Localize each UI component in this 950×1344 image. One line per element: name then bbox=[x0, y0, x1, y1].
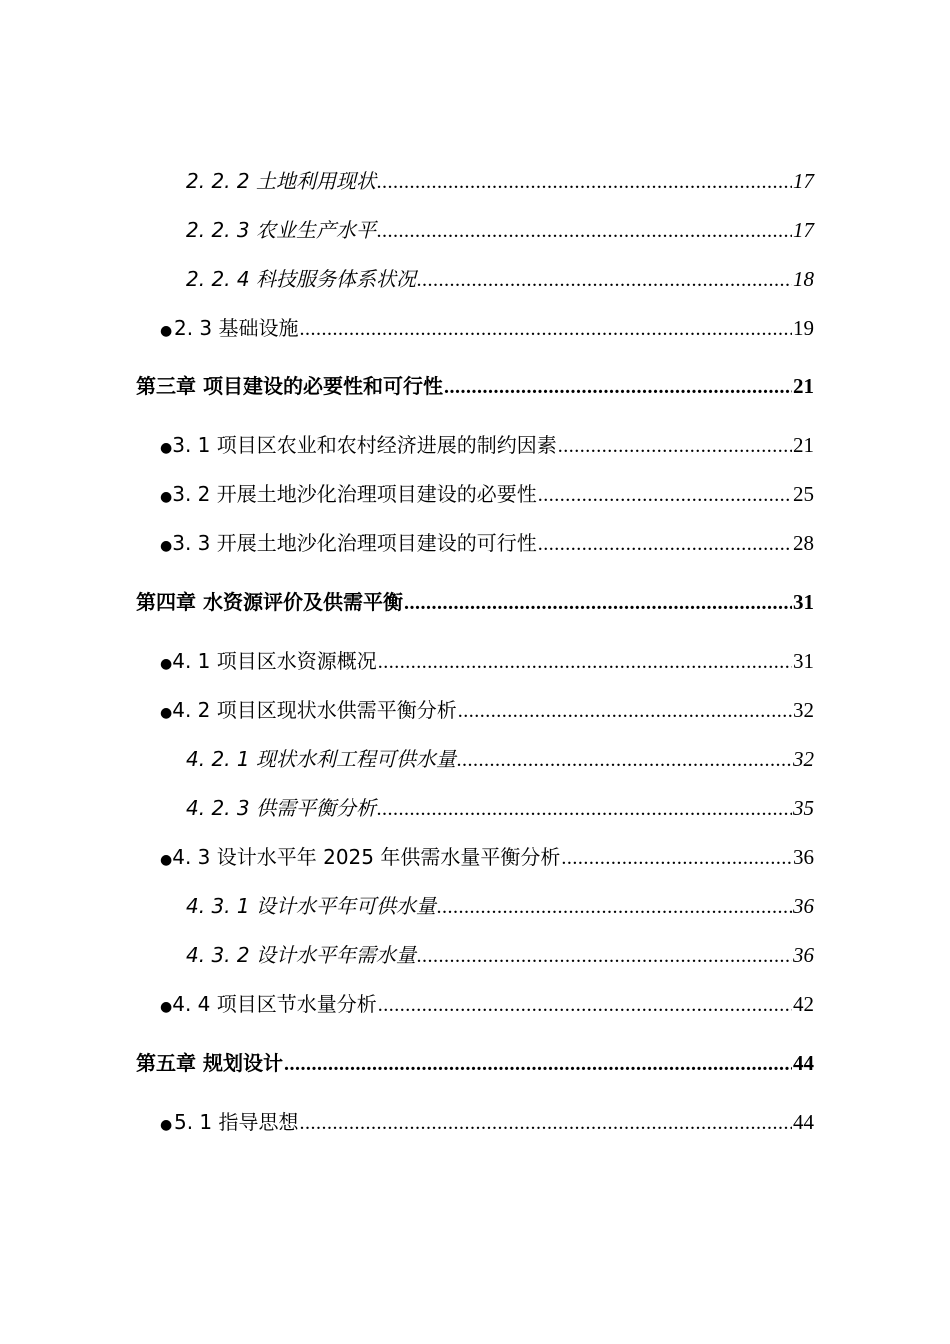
toc-entry-page: 28 bbox=[793, 531, 814, 555]
toc-entry-page: 44 bbox=[793, 1051, 814, 1075]
toc-entry[interactable] bbox=[160, 843, 814, 874]
toc-entry-title: 2. 2. 2 土地利用现状 bbox=[186, 169, 376, 193]
toc-entry[interactable] bbox=[160, 431, 814, 462]
dot-leader bbox=[404, 589, 792, 617]
dot-leader bbox=[458, 697, 792, 725]
toc-entry-title: 4. 3. 2 设计水平年需水量 bbox=[186, 943, 416, 967]
toc-entry-title: 4. 2. 3 供需平衡分析 bbox=[186, 796, 376, 820]
toc-entry[interactable] bbox=[186, 794, 814, 823]
bullet-icon: ● bbox=[160, 1117, 173, 1133]
dot-leader bbox=[377, 168, 792, 196]
bullet-icon: ● bbox=[160, 999, 173, 1015]
toc-entry-page: 17 bbox=[793, 169, 814, 193]
toc-entry-page: 32 bbox=[793, 747, 814, 771]
dot-leader bbox=[284, 1050, 792, 1078]
bullet-icon: ● bbox=[160, 323, 173, 339]
toc-entry-page: 31 bbox=[793, 590, 814, 614]
toc-entry-title: 3. 2 开展土地沙化治理项目建设的必要性 bbox=[172, 482, 537, 506]
toc-chapter-title: 第三章 项目建设的必要性和可行性 bbox=[136, 374, 443, 398]
toc-entry-title: 4. 1 项目区水资源概况 bbox=[172, 649, 377, 673]
dot-leader bbox=[538, 530, 792, 558]
toc-entry-title: 3. 1 项目区农业和农村经济进展的制约因素 bbox=[172, 433, 557, 457]
toc-entry-title: 3. 3 开展土地沙化治理项目建设的可行性 bbox=[172, 531, 537, 555]
toc-chapter-title: 第四章 水资源评价及供需平衡 bbox=[136, 590, 403, 614]
toc-entry-page: 36 bbox=[793, 943, 814, 967]
dot-leader bbox=[377, 217, 792, 245]
toc-entry-page: 32 bbox=[793, 698, 814, 722]
dot-leader bbox=[558, 432, 792, 460]
dot-leader bbox=[457, 746, 792, 774]
toc-entry-title: 2. 2. 4 科技服务体系状况 bbox=[186, 267, 416, 291]
toc-chapter-title: 第五章 规划设计 bbox=[136, 1051, 283, 1075]
toc-entry-title: 2. 3 基础设施 bbox=[173, 316, 299, 340]
toc-entry-page: 21 bbox=[793, 374, 814, 398]
bullet-icon: ● bbox=[160, 440, 173, 456]
toc-entry[interactable] bbox=[186, 892, 814, 921]
bullet-icon: ● bbox=[160, 656, 173, 672]
toc-entry-title: 4. 4 项目区节水量分析 bbox=[172, 992, 377, 1016]
toc-entry-page: 19 bbox=[793, 316, 814, 340]
dot-leader bbox=[444, 373, 792, 401]
toc-entry-page: 17 bbox=[793, 218, 814, 242]
toc-chapter-entry[interactable] bbox=[136, 372, 814, 401]
dot-leader bbox=[561, 844, 792, 872]
toc-entry-page: 25 bbox=[793, 482, 814, 506]
toc-entry-page: 44 bbox=[793, 1110, 814, 1134]
dot-leader bbox=[437, 893, 792, 921]
toc-entry-title: 4. 3. 1 设计水平年可供水量 bbox=[186, 894, 436, 918]
toc-entry-title: 2. 2. 3 农业生产水平 bbox=[186, 218, 376, 242]
bullet-icon: ● bbox=[160, 489, 173, 505]
toc-entry-title: 4. 3 设计水平年 2025 年供需水量平衡分析 bbox=[172, 845, 561, 869]
toc-entry-page: 36 bbox=[793, 845, 814, 869]
toc-entry[interactable] bbox=[160, 1108, 814, 1139]
toc-entry[interactable] bbox=[160, 647, 814, 678]
dot-leader bbox=[300, 315, 793, 343]
toc-entry[interactable] bbox=[186, 216, 814, 245]
dot-leader bbox=[417, 266, 792, 294]
toc-entry[interactable] bbox=[186, 167, 814, 196]
dot-leader bbox=[538, 481, 792, 509]
dot-leader bbox=[378, 991, 792, 1019]
toc-entry-title: 4. 2 项目区现状水供需平衡分析 bbox=[172, 698, 457, 722]
toc-entry-page: 42 bbox=[793, 992, 814, 1016]
toc-entry[interactable] bbox=[186, 745, 814, 774]
toc-entry-page: 18 bbox=[793, 267, 814, 291]
toc-entry[interactable] bbox=[186, 941, 814, 970]
toc-entry-page: 36 bbox=[793, 894, 814, 918]
dot-leader bbox=[377, 795, 792, 823]
bullet-icon: ● bbox=[160, 705, 173, 721]
toc-entry-page: 35 bbox=[793, 796, 814, 820]
toc-entry-title: 4. 2. 1 现状水利工程可供水量 bbox=[186, 747, 456, 771]
toc-entry-title: 5. 1 指导思想 bbox=[173, 1110, 299, 1134]
dot-leader bbox=[378, 648, 792, 676]
toc-entry[interactable] bbox=[160, 696, 814, 727]
dot-leader bbox=[417, 942, 792, 970]
toc-entry[interactable] bbox=[160, 480, 814, 511]
toc-entry-page: 21 bbox=[793, 433, 814, 457]
toc-chapter-entry[interactable] bbox=[136, 1049, 814, 1078]
toc-entry[interactable] bbox=[160, 314, 814, 345]
toc-entry[interactable] bbox=[160, 529, 814, 560]
bullet-icon: ● bbox=[160, 852, 173, 868]
toc-chapter-entry[interactable] bbox=[136, 588, 814, 617]
dot-leader bbox=[300, 1109, 793, 1137]
toc-entry-page: 31 bbox=[793, 649, 814, 673]
toc-entry[interactable] bbox=[186, 265, 814, 294]
toc-entry[interactable] bbox=[160, 990, 814, 1021]
bullet-icon: ● bbox=[160, 538, 173, 554]
